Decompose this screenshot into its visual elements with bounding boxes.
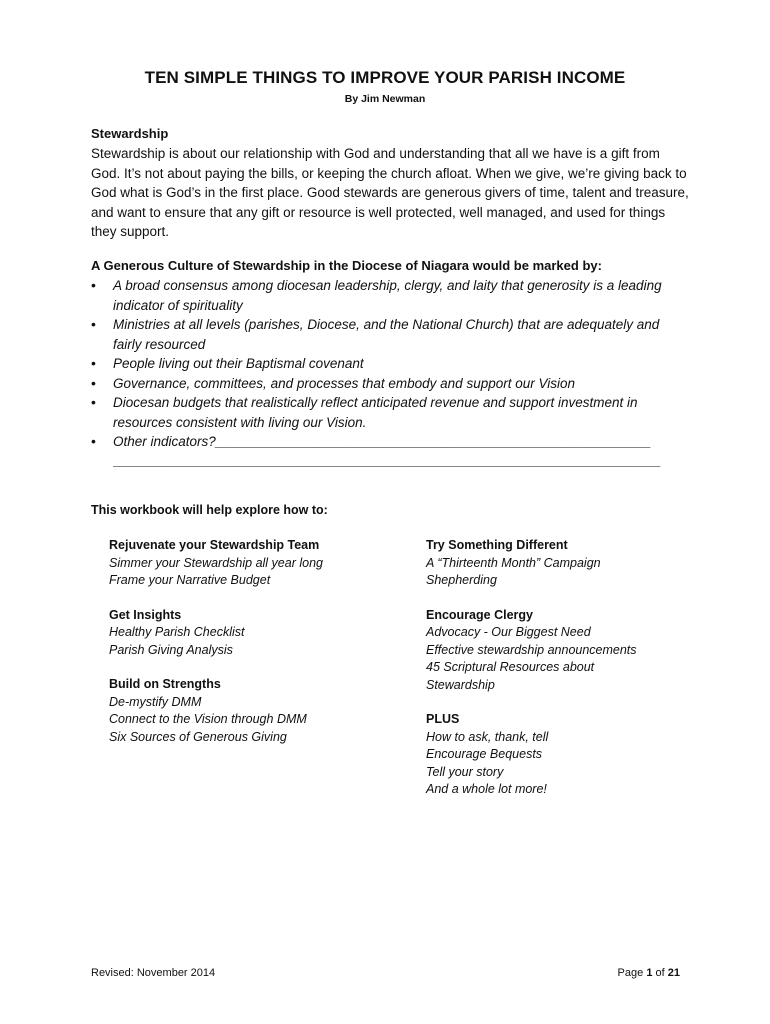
page-number [618, 967, 680, 979]
group-item: A “Thirteenth Month” Campaign [426, 555, 601, 570]
list-item: • A broad consensus among diocesan leadership, clergy, and laity that generosity is a leading indicator of spirituality [91, 276, 691, 315]
group-item: Connect to the Vision through DMM [109, 712, 307, 726]
page-of-label: of [655, 967, 665, 979]
workbook-group [426, 537, 726, 590]
group-item: Effective stewardship announcements [426, 642, 637, 657]
group-item: Shepherding [426, 573, 497, 587]
group-title: PLUS [426, 712, 460, 726]
culture-bullet-list [91, 276, 691, 452]
workbook-heading: This workbook will help explore how to: [91, 503, 328, 517]
stewardship-heading: Stewardship [91, 126, 169, 141]
group-title: Get Insights [109, 607, 182, 622]
group-item: Advocacy - Our Biggest Need [426, 625, 591, 639]
list-item: • People living out their Baptismal covenant [91, 354, 691, 374]
list-item: • Governance, committees, and processes that embody and support our Vision [91, 374, 691, 394]
group-title: Encourage Clergy [426, 607, 533, 622]
group-item: Frame your Narrative Budget [109, 573, 271, 587]
list-item: • Ministries at all levels (parishes, Diocese, and the National Church) that are adequately and fairly resourced [91, 315, 691, 354]
stewardship-paragraph: Stewardship is about our relationship with God and understanding that all we have is a gift from God. It’s not about paying the bills, or keeping the church afloat. When we give, we’re giving back to God what is God’s in the first place. Good stewards are generous givers of time, talent and treasure, and want to ensure that any gift or resource is well protected, well managed, and used for things they support. [91, 146, 689, 239]
group-item: 45 Scriptural Resources about Stewardship [426, 660, 595, 692]
workbook-group [109, 676, 409, 746]
group-title: Rejuvenate your Stewardship Team [109, 538, 320, 552]
group-item: And a whole lot more! [426, 782, 547, 796]
group-item: Parish Giving Analysis [109, 642, 233, 657]
group-item: Simmer your Stewardship all year long [109, 555, 323, 570]
group-item: Healthy Parish Checklist [109, 625, 245, 639]
workbook-group [426, 607, 726, 695]
group-item: Encourage Bequests [426, 747, 543, 761]
blank-answer-line: _________________________________________________________________________ [113, 453, 662, 468]
group-item: How to ask, thank, tell [426, 729, 549, 744]
workbook-group [109, 607, 409, 660]
workbook-right-column [426, 537, 726, 816]
culture-heading: A Generous Culture of Stewardship in the Diocese of Niagara would be marked by: [91, 258, 602, 273]
workbook-group [109, 537, 409, 590]
list-item: • Diocesan budgets that realistically reflect anticipated revenue and support investment in resources consistent with living our Vision. [91, 393, 691, 432]
document-byline: By Jim Newman [344, 93, 426, 105]
group-title: Try Something Different [426, 538, 568, 552]
list-item: • Other indicators?__________________________________________________________ [91, 432, 691, 452]
group-item: De-mystify DMM [109, 694, 202, 709]
page-current: 1 [646, 967, 653, 979]
group-item: Tell your story [426, 764, 504, 779]
group-title: Build on Strengths [109, 677, 221, 691]
revision-date: Revised: November 2014 [91, 967, 216, 979]
workbook-group [426, 711, 726, 799]
document-title: TEN SIMPLE THINGS TO IMPROVE YOUR PARISH INCOME [144, 68, 626, 87]
page-total: 21 [667, 967, 680, 979]
page-label: Page [617, 967, 644, 979]
workbook-left-column [109, 537, 409, 763]
group-item: Six Sources of Generous Giving [109, 729, 287, 744]
